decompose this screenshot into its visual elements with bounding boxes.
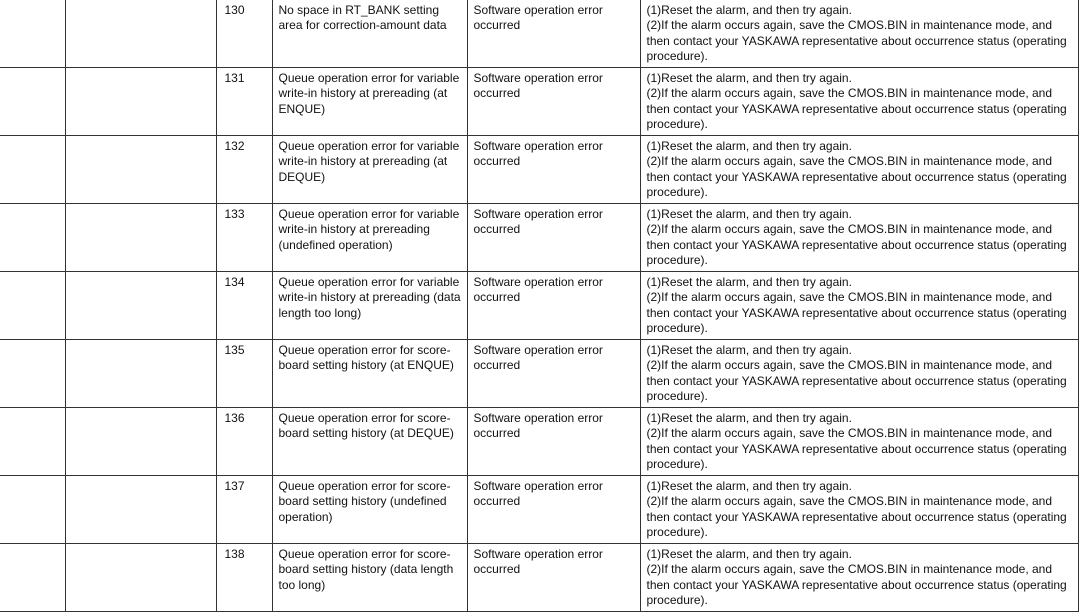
remedy-step-1: (1)Reset the alarm, and then try again. — [646, 207, 852, 221]
cause-cell — [467, 272, 640, 340]
alarm-number-cell — [0, 68, 65, 136]
cause-text: Software operation error occurred — [473, 343, 603, 373]
remedy-cell — [640, 340, 1078, 408]
remedy-cell — [640, 408, 1078, 476]
cause-text: Software operation error occurred — [473, 139, 603, 169]
data-code-cell — [216, 204, 272, 272]
sub-code-cell — [65, 544, 216, 612]
cause-text: Software operation error occurred — [473, 71, 603, 101]
alarm-number-cell — [0, 136, 65, 204]
cause-cell — [467, 340, 640, 408]
alarm-number-cell — [0, 340, 65, 408]
remedy-step-2: (2)If the alarm occurs again, save the CMOS.BIN in maintenance mode, and then contact your YASKAWA representative about occurrence status (operating procedure). — [646, 290, 1067, 336]
table-row — [0, 272, 1078, 340]
meaning-cell — [272, 272, 467, 340]
table-row — [0, 476, 1078, 544]
cause-cell — [467, 476, 640, 544]
cause-cell — [467, 544, 640, 612]
data-code-cell — [216, 340, 272, 408]
remedy-step-1: (1)Reset the alarm, and then try again. — [646, 3, 852, 17]
remedy-step-2: (2)If the alarm occurs again, save the CMOS.BIN in maintenance mode, and then contact your YASKAWA representative about occurrence status (operating procedure). — [646, 426, 1067, 472]
remedy-step-2: (2)If the alarm occurs again, save the CMOS.BIN in maintenance mode, and then contact your YASKAWA representative about occurrence status (operating procedure). — [646, 358, 1067, 404]
remedy-step-2: (2)If the alarm occurs again, save the CMOS.BIN in maintenance mode, and then contact your YASKAWA representative about occurrence status (operating procedure). — [646, 222, 1067, 268]
data-code: 136 — [224, 411, 245, 425]
remedy-cell — [640, 272, 1078, 340]
data-code-cell — [216, 408, 272, 476]
cause-text: Software operation error occurred — [473, 479, 603, 509]
cause-cell — [467, 0, 640, 68]
sub-code-cell — [65, 408, 216, 476]
alarm-number-cell — [0, 544, 65, 612]
remedy-cell — [640, 136, 1078, 204]
cause-text: Software operation error occurred — [473, 547, 603, 577]
meaning-text: Queue operation error for score-board setting history (at ENQUE) — [278, 343, 454, 373]
data-code-cell — [216, 272, 272, 340]
remedy-step-2: (2)If the alarm occurs again, save the CMOS.BIN in maintenance mode, and then contact your YASKAWA representative about occurrence status (operating procedure). — [646, 86, 1067, 132]
alarm-number-cell — [0, 272, 65, 340]
sub-code-cell — [65, 68, 216, 136]
cause-cell — [467, 408, 640, 476]
data-code-cell — [216, 68, 272, 136]
data-code: 133 — [224, 207, 245, 221]
sub-code-cell — [65, 340, 216, 408]
data-code: 134 — [224, 275, 245, 289]
meaning-cell — [272, 0, 467, 68]
table-row — [0, 136, 1078, 204]
cause-text: Software operation error occurred — [473, 3, 603, 33]
table-row — [0, 204, 1078, 272]
remedy-step-2: (2)If the alarm occurs again, save the CMOS.BIN in maintenance mode, and then contact your YASKAWA representative about occurrence status (operating procedure). — [646, 18, 1067, 64]
cause-text: Software operation error occurred — [473, 207, 603, 237]
meaning-text: Queue operation error for score-board setting history (undefined operation) — [278, 479, 451, 524]
remedy-step-1: (1)Reset the alarm, and then try again. — [646, 547, 852, 561]
meaning-cell — [272, 68, 467, 136]
table-row — [0, 68, 1078, 136]
cause-cell — [467, 204, 640, 272]
alarm-number-cell — [0, 476, 65, 544]
data-code: 137 — [224, 479, 245, 493]
meaning-text: Queue operation error for variable write-in history at prereading (undefined operation) — [278, 207, 460, 252]
remedy-step-2: (2)If the alarm occurs again, save the CMOS.BIN in maintenance mode, and then contact your YASKAWA representative about occurrence status (operating procedure). — [646, 154, 1067, 200]
meaning-text: Queue operation error for variable write-in history at prereading (data length too long) — [278, 275, 461, 320]
table-row — [0, 544, 1078, 612]
remedy-step-1: (1)Reset the alarm, and then try again. — [646, 275, 852, 289]
meaning-text: Queue operation error for variable write-in history at prereading (at ENQUE) — [278, 71, 460, 116]
data-code: 138 — [224, 547, 245, 561]
meaning-text: No space in RT_BANK setting area for correction-amount data — [278, 3, 447, 33]
table-row — [0, 340, 1078, 408]
meaning-cell — [272, 136, 467, 204]
remedy-step-1: (1)Reset the alarm, and then try again. — [646, 411, 852, 425]
sub-code-cell — [65, 204, 216, 272]
sub-code-cell — [65, 272, 216, 340]
remedy-cell — [640, 204, 1078, 272]
remedy-step-1: (1)Reset the alarm, and then try again. — [646, 343, 852, 357]
meaning-cell — [272, 204, 467, 272]
remedy-step-2: (2)If the alarm occurs again, save the CMOS.BIN in maintenance mode, and then contact your YASKAWA representative about occurrence status (operating procedure). — [646, 562, 1067, 608]
data-code-cell — [216, 544, 272, 612]
remedy-step-1: (1)Reset the alarm, and then try again. — [646, 139, 852, 153]
meaning-text: Queue operation error for score-board setting history (at DEQUE) — [278, 411, 454, 441]
alarm-number-cell — [0, 204, 65, 272]
table-row — [0, 0, 1078, 68]
cause-cell — [467, 136, 640, 204]
meaning-text: Queue operation error for score-board setting history (data length too long) — [278, 547, 454, 592]
remedy-step-2: (2)If the alarm occurs again, save the CMOS.BIN in maintenance mode, and then contact your YASKAWA representative about occurrence status (operating procedure). — [646, 494, 1067, 540]
cause-text: Software operation error occurred — [473, 275, 603, 305]
data-code-cell — [216, 476, 272, 544]
data-code: 131 — [224, 71, 245, 85]
sub-code-cell — [65, 0, 216, 68]
meaning-cell — [272, 544, 467, 612]
remedy-cell — [640, 476, 1078, 544]
remedy-step-1: (1)Reset the alarm, and then try again. — [646, 71, 852, 85]
remedy-cell — [640, 544, 1078, 612]
table-row — [0, 408, 1078, 476]
data-code: 135 — [224, 343, 245, 357]
remedy-cell — [640, 0, 1078, 68]
data-code: 130 — [224, 3, 245, 17]
meaning-cell — [272, 408, 467, 476]
cause-cell — [467, 68, 640, 136]
data-code-cell — [216, 0, 272, 68]
meaning-cell — [272, 476, 467, 544]
remedy-cell — [640, 68, 1078, 136]
sub-code-cell — [65, 136, 216, 204]
meaning-cell — [272, 340, 467, 408]
meaning-text: Queue operation error for variable write-in history at prereading (at DEQUE) — [278, 139, 460, 184]
alarm-number-cell — [0, 0, 65, 68]
data-code: 132 — [224, 139, 245, 153]
data-code-cell — [216, 136, 272, 204]
cause-text: Software operation error occurred — [473, 411, 603, 441]
remedy-step-1: (1)Reset the alarm, and then try again. — [646, 479, 852, 493]
sub-code-cell — [65, 476, 216, 544]
alarm-number-cell — [0, 408, 65, 476]
